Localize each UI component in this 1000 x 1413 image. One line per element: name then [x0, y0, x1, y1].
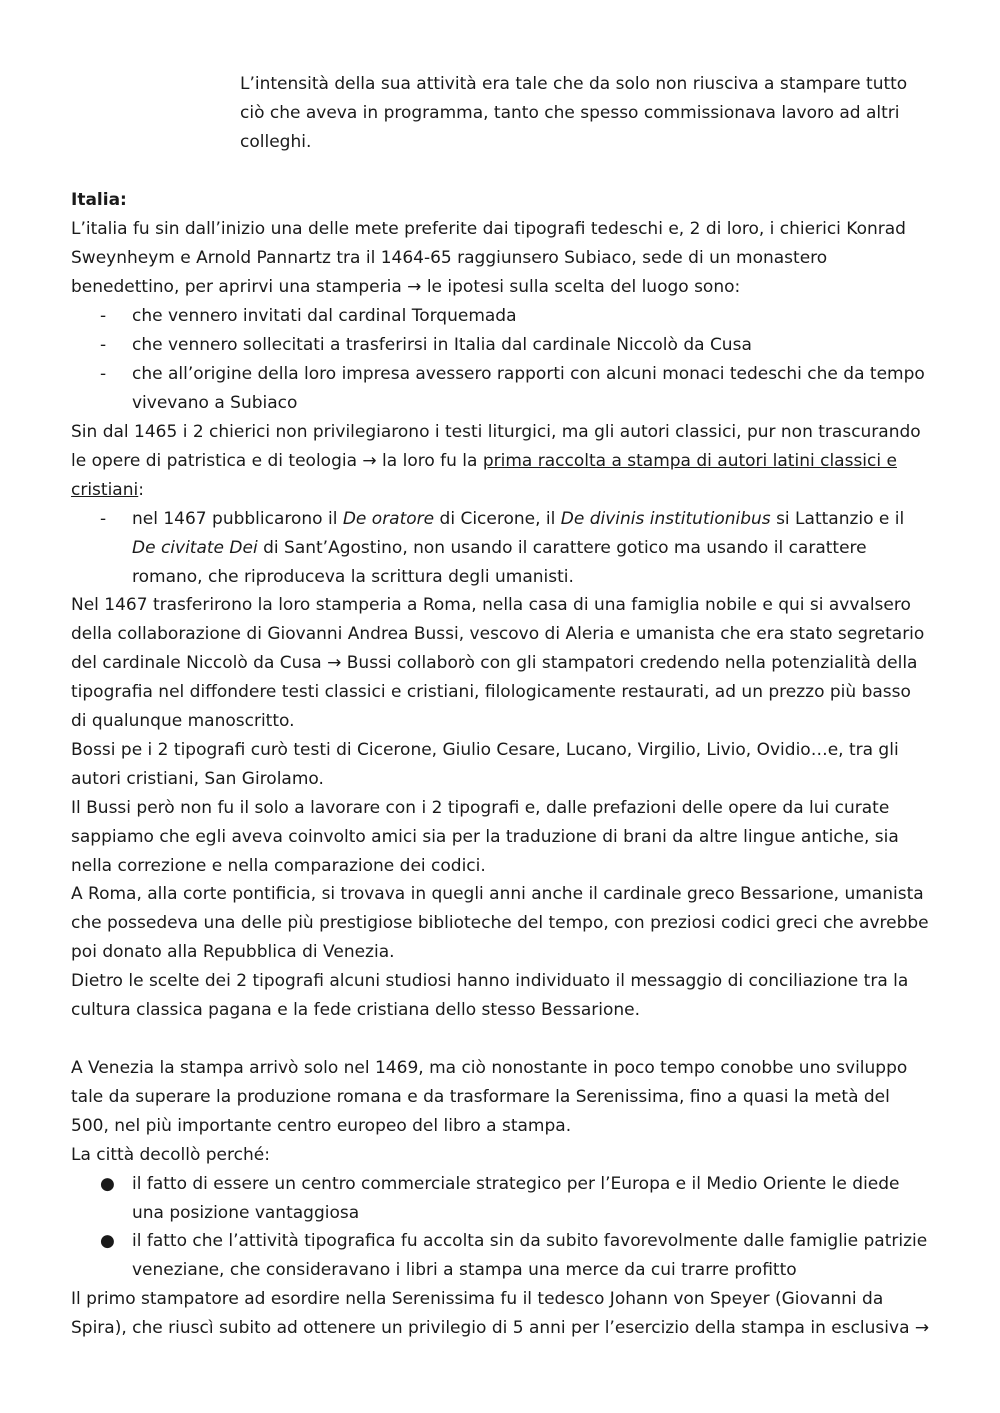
italia-paragraph-6: A Roma, alla corte pontificia, si trovava in quegli anni anche il cardinale greco Bessarione, umanista che possedeva una delle più prestigiose biblioteche del tempo, con preziosi codici greci che avrebbe poi donato alla Repubblica di Venezia.: [71, 884, 929, 962]
list-item-text: il fatto che l’attività tipografica fu accolta sin da subito favorevolmente dalle famiglie patrizie veneziane, che consideravano i libri a stampa una merce da cui trarre profitto: [132, 1231, 928, 1280]
dash-marker: -: [100, 335, 107, 355]
list-item-text: che vennero invitati dal cardinal Torquemada: [132, 306, 517, 326]
italia-paragraph-4: Bossi pe i 2 tipografi curò testi di Cicerone, Giulio Cesare, Lucano, Virgilio, Livio, Ovidio…e, tra gli autori cristiani, San Girolamo.: [71, 740, 899, 789]
list-item-text: [132, 505, 930, 592]
venezia-paragraph-1: A Venezia la stampa arrivò solo nel 1469, ma ciò nonostante in poco tempo conobbe uno sviluppo tale da superare la produzione romana e da trasformare la Serenissima, fino a quasi la metà del 500, nel più importante centro europeo del libro a stampa.: [71, 1058, 908, 1136]
list-item-text: che all’origine della loro impresa avessero rapporti con alcuni monaci tedeschi che da tempo vivevano a Subiaco: [132, 364, 925, 413]
bullet-marker: ●: [100, 1231, 115, 1251]
list-item: [100, 1227, 930, 1285]
intro-paragraph: L’intensità della sua attività era tale che da solo non riusciva a stampare tutto ciò che aveva in programma, tanto che spesso commissionava lavoro ad altri colleghi.: [240, 74, 908, 152]
text-fragment: si Lattanzio e il: [770, 509, 905, 529]
book-title: De divinis institutionibus: [560, 509, 771, 529]
book-title: De civitate Dei: [132, 538, 258, 558]
text-fragment: nel 1467 pubblicarono il: [132, 509, 343, 529]
text-fragment: di Sant’Agostino, non usando il carattere gotico ma usando il carattere romano, che riproduceva la scrittura degli umanisti.: [132, 538, 867, 587]
list-item: [100, 331, 930, 360]
list-item: [100, 505, 930, 592]
list-item: [100, 360, 930, 418]
venezia-paragraph-2: La città decollò perché:: [71, 1145, 270, 1165]
list-item-text: che vennero sollecitati a trasferirsi in Italia dal cardinale Niccolò da Cusa: [132, 335, 752, 355]
venezia-paragraph-3: Il primo stampatore ad esordire nella Serenissima fu il tedesco Johann von Speyer (Giovanni da Spira), che riuscì subito ad ottenere un privilegio di 5 anni per l’esercizio della stampa in esclusiva →: [71, 1289, 930, 1338]
dash-marker: -: [100, 509, 107, 529]
paragraph-text: Sin dal 1465 i 2 chierici non privilegiarono i testi liturgici, ma gli autori classici, pur non trascurando le opere di patristica e di teologia → la loro fu la: [71, 422, 921, 471]
list-item: [100, 1170, 930, 1228]
italia-paragraph-5: Il Bussi però non fu il solo a lavorare con i 2 tipografi e, dalle prefazioni delle opere da lui curate sappiamo che egli aveva coinvolto amici sia per la traduzione di brani da altre lingue antiche, sia nella correzione e nella comparazione dei codici.: [71, 798, 899, 876]
bullet-marker: ●: [100, 1174, 115, 1194]
section-heading-italia: Italia:: [71, 190, 127, 210]
book-title: De oratore: [342, 509, 435, 529]
underlined-text: prima raccolta a stampa di autori latini classici e cristiani: [71, 451, 897, 500]
text-fragment: di Cicerone, il: [434, 509, 561, 529]
italia-paragraph-2: [71, 418, 931, 505]
paragraph-text: :: [138, 480, 144, 500]
list-item: [100, 302, 930, 331]
dash-marker: -: [100, 364, 107, 384]
italia-paragraph-1: L’italia fu sin dall’inizio una delle mete preferite dai tipografi tedeschi e, 2 di loro, i chierici Konrad Sweynheym e Arnold Pannartz tra il 1464-65 raggiunsero Subiaco, sede di un monastero benedettino, per aprirvi una stamperia → le ipotesi sulla scelta del luogo sono:: [71, 219, 906, 297]
italia-paragraph-7: Dietro le scelte dei 2 tipografi alcuni studiosi hanno individuato il messaggio di conciliazione tra la cultura classica pagana e la fede cristiana dello stesso Bessarione.: [71, 971, 909, 1020]
list-item-text: il fatto di essere un centro commerciale strategico per l’Europa e il Medio Oriente le diede una posizione vantaggiosa: [132, 1174, 900, 1223]
dash-marker: -: [100, 306, 107, 326]
italia-paragraph-3: Nel 1467 trasferirono la loro stamperia a Roma, nella casa di una famiglia nobile e qui si avvalsero della collaborazione di Giovanni Andrea Bussi, vescovo di Aleria e umanista che era stato segretario del cardinale Niccolò da Cusa → Bussi collaborò con gli stampatori credendo nella potenzialità della tipografia nel diffondere testi classici e cristiani, filologicamente restaurati, ad un prezzo più basso di qualunque manoscritto.: [71, 595, 925, 731]
